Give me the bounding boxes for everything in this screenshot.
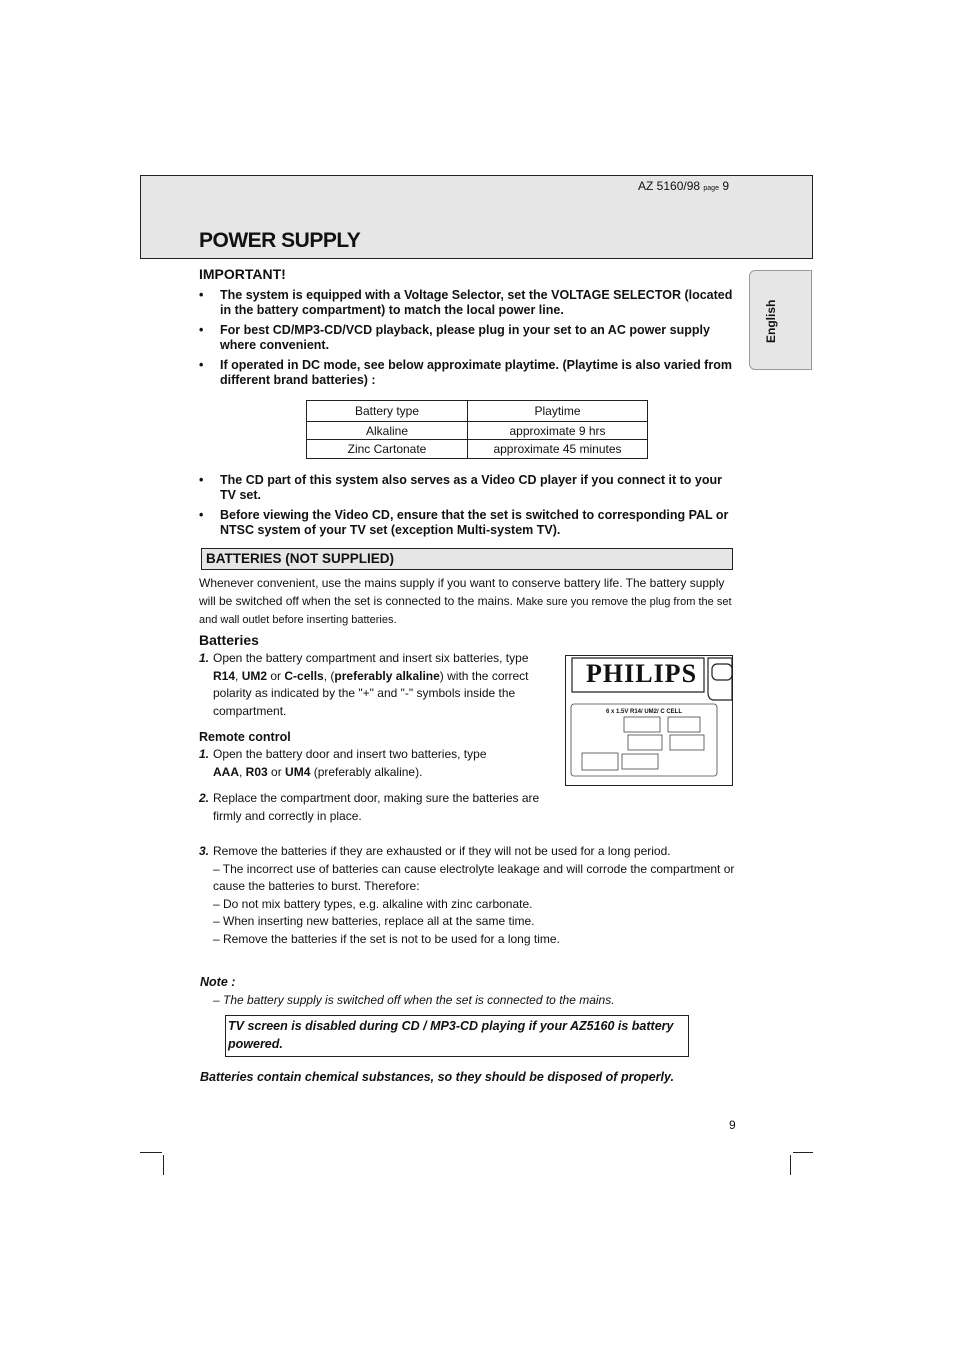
battery-slot xyxy=(670,735,704,750)
battery-playtime-table xyxy=(306,400,648,459)
batteries-step-2: 2. Replace the compartment door, making sure the batteries are firmly and correctly in place. xyxy=(199,791,540,823)
section-heading-bar xyxy=(201,548,733,570)
language-tab xyxy=(749,270,812,370)
note-heading: Note : xyxy=(200,975,236,989)
batteries-step-1: 1. Open the battery compartment and insert six batteries, type R14, UM2 or C-cells, (preferably alkaline) with the correct polarity as indicated by the "+" and "-" symbols inside the compartment. xyxy=(199,651,529,718)
compartment-label: 6 x 1.5V R14/ UM2/ C CELL xyxy=(605,709,683,715)
battery-slot xyxy=(624,717,660,732)
crop-mark xyxy=(140,1152,162,1153)
remote-step-1: 1. Open the battery door and insert two batteries, type AAA, R03 or UM4 (preferably alkaline). xyxy=(199,747,487,779)
crop-mark xyxy=(790,1155,791,1175)
remote-heading: Remote control xyxy=(199,730,291,744)
battery-compartment-illustration xyxy=(565,655,733,786)
crop-mark xyxy=(793,1152,813,1153)
battery-slot xyxy=(622,754,658,769)
battery-slot xyxy=(628,735,662,750)
language-tab-label: English xyxy=(764,299,778,343)
brand-logo: PHILIPS xyxy=(586,659,698,688)
note-text: – The battery supply is switched off when the set is connected to the mains. xyxy=(213,993,615,1007)
tv-disabled-note-box xyxy=(225,1015,689,1057)
footer-page-number: 9 xyxy=(729,1118,736,1132)
tv-disabled-note: TV screen is disabled during CD / MP3-CD playing if your AZ5160 is battery powered. xyxy=(228,1019,674,1051)
battery-compartment-drawing xyxy=(566,656,732,785)
battery-slot xyxy=(582,753,618,770)
table-row: Alkaline approximate 9 hrs xyxy=(307,422,648,440)
batteries-step-3: 3. Remove the batteries if they are exhausted or if they will not be used for a long period. – The incorrect use of batteries can cause electrolyte leakage and will corrode the compartment or cause the batteries to burst. Therefore: – Do not mix battery types, e.g. alkaline with zinc carbonate. – When inserting new batteries, replace all at the same time. – Remove the batteries if the set is not to be used for a long time. xyxy=(199,844,735,946)
table-row: Zinc Cartonate approximate 45 minutes xyxy=(307,440,648,459)
section-heading: BATTERIES (NOT SUPPLIED) xyxy=(206,551,395,566)
battery-slot xyxy=(668,717,700,732)
disposal-warning: Batteries contain chemical substances, so they should be disposed of properly. xyxy=(200,1070,674,1084)
page-title: POWER SUPPLY xyxy=(199,229,361,252)
header-model-code: AZ 5160/98 page 9 xyxy=(638,179,729,193)
table-header: Playtime xyxy=(468,401,648,422)
batteries-intro: Whenever convenient, use the mains supply if you want to conserve battery life. The battery supply will be switched off when the set is connected to the mains. Make sure you remove the plug from the set and wall outlet before inserting batteries. xyxy=(199,576,732,626)
crop-mark xyxy=(163,1155,164,1175)
table-header: Battery type xyxy=(307,401,468,422)
important-heading: IMPORTANT! xyxy=(199,266,286,282)
batteries-subheading: Batteries xyxy=(199,632,259,648)
